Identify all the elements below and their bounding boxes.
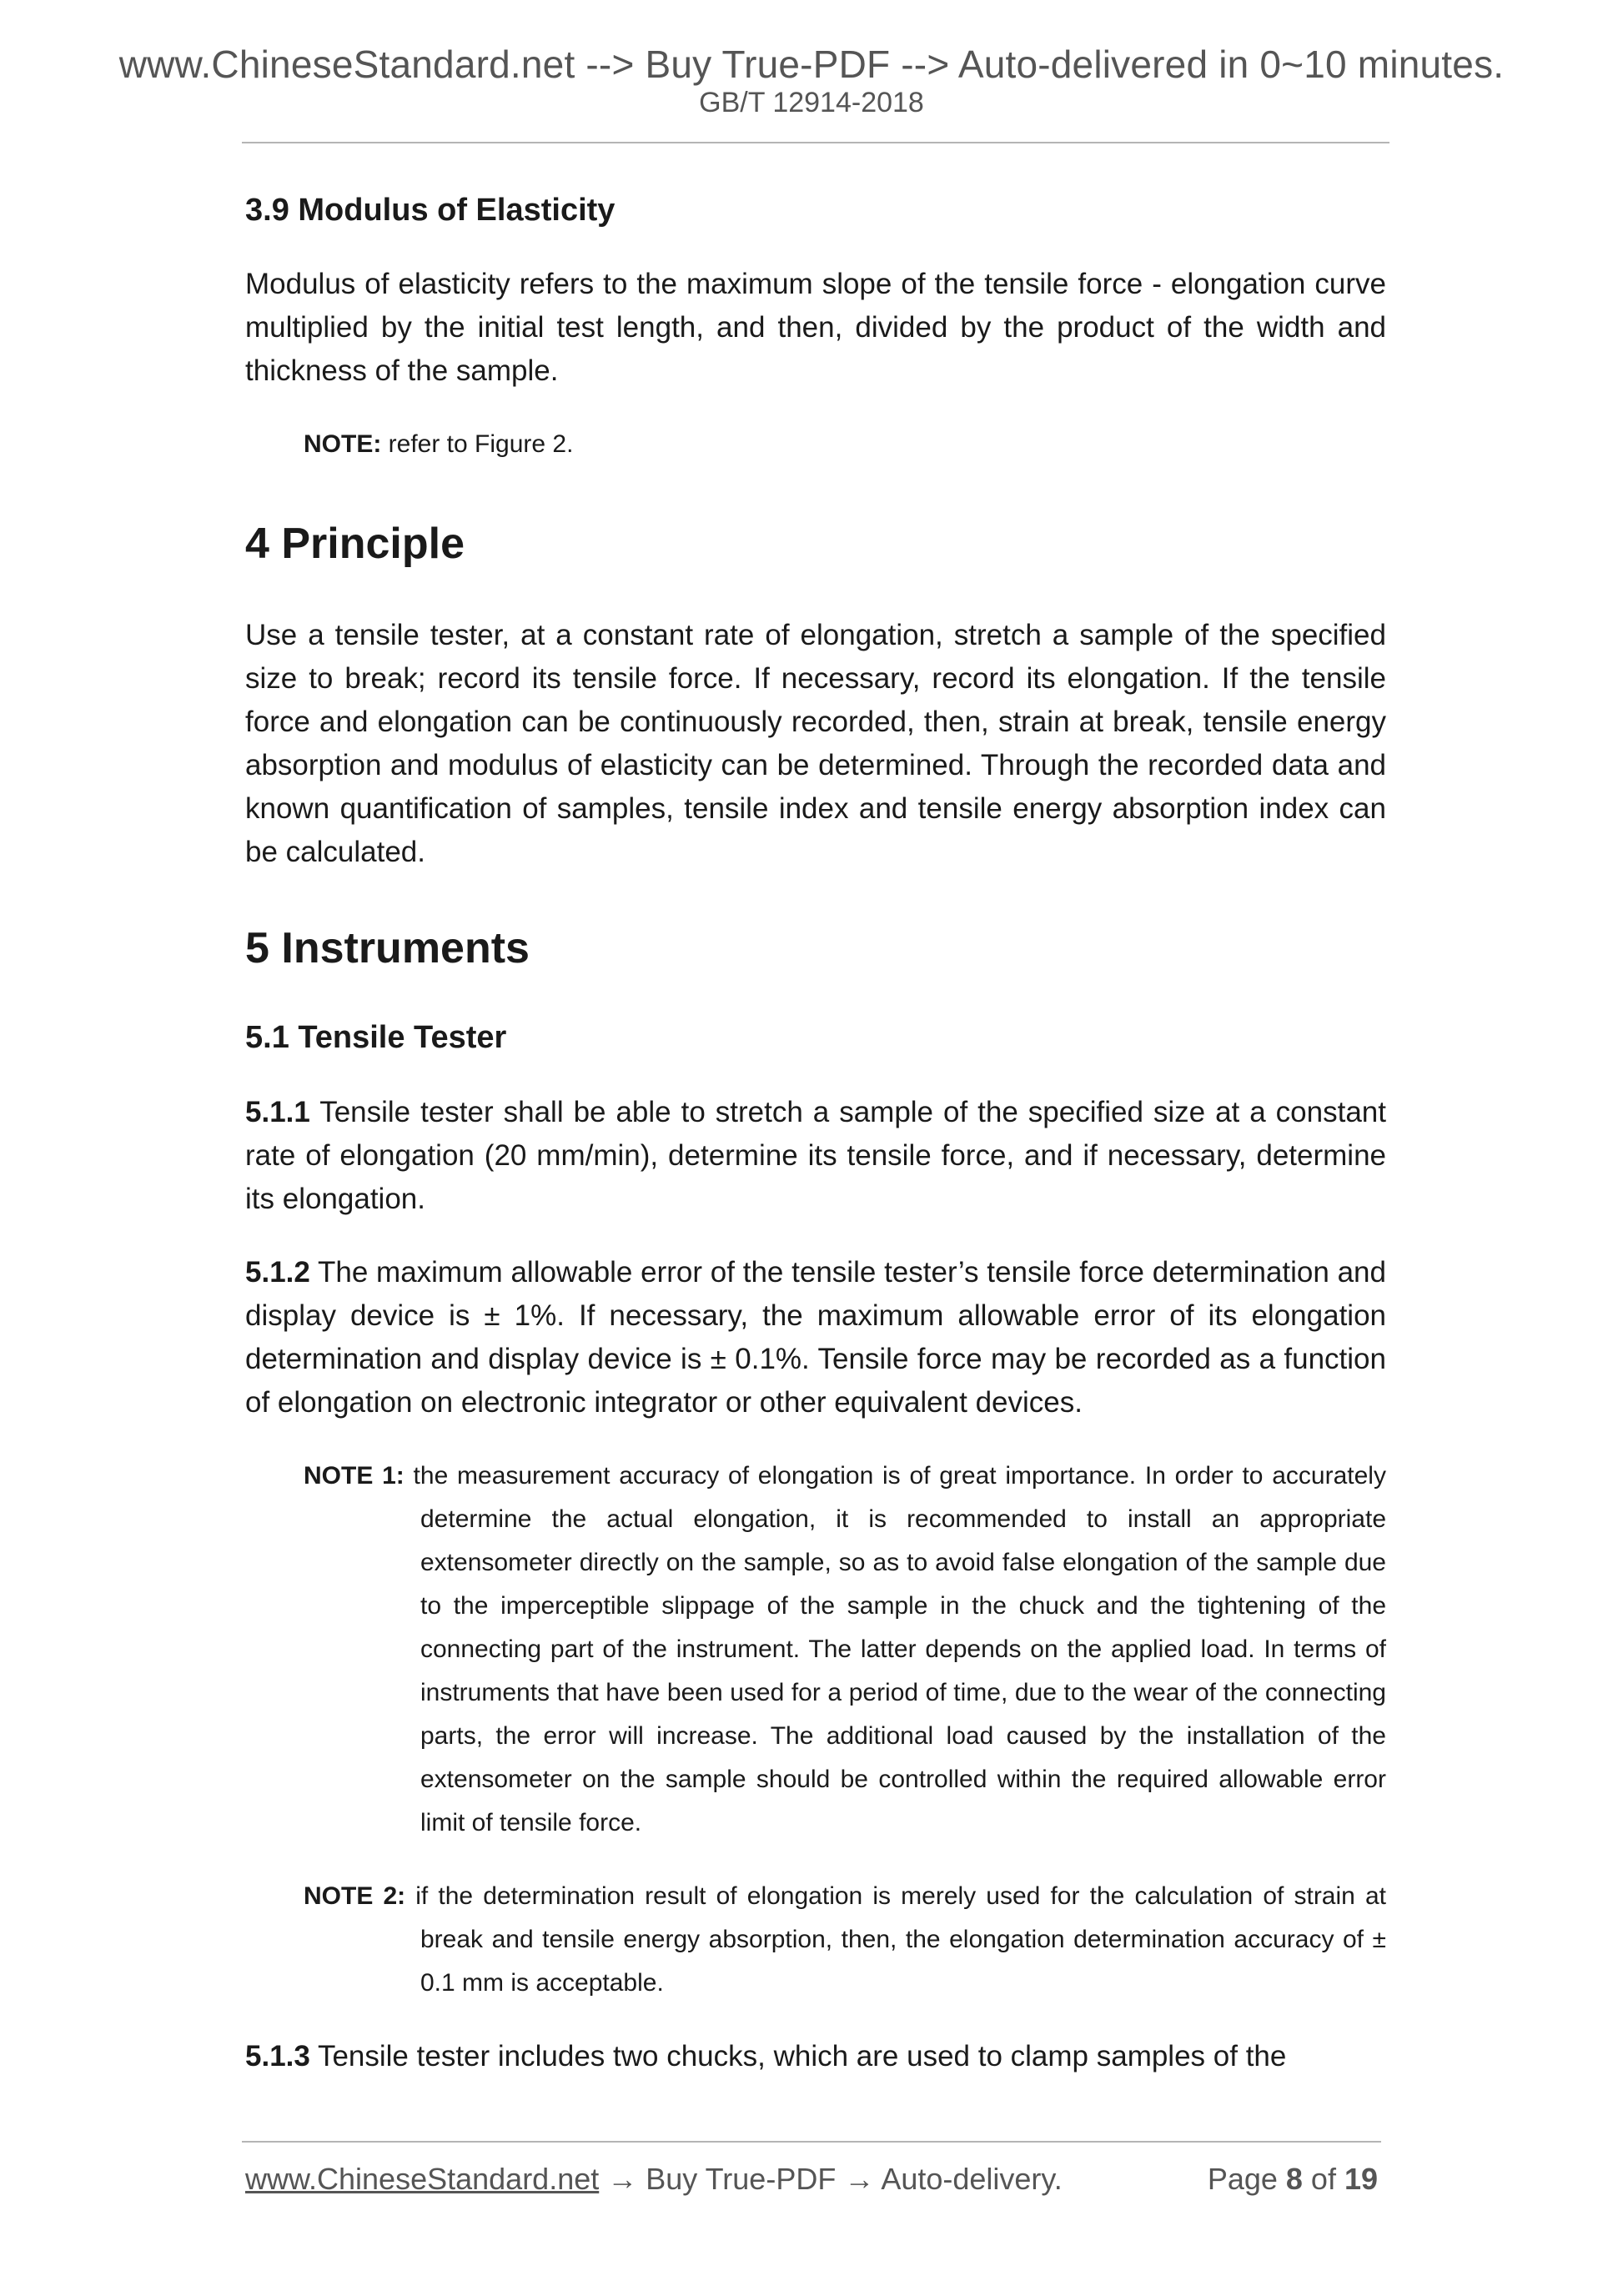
clause-number: 5.1.1 [245, 1095, 310, 1128]
page-indicator [1208, 2162, 1378, 2197]
page-total: 19 [1344, 2162, 1378, 2196]
note-label: NOTE: [304, 430, 382, 459]
clause-5-1-1 [245, 1091, 1386, 1221]
note-text: refer to Figure 2. [381, 430, 574, 459]
page-of: of [1302, 2162, 1344, 2196]
page-content [245, 190, 1386, 2108]
clause-text: The maximum allowable error of the tensile tester’s tensile force determination and display device is ± 1%. If necessary, the maximum allowable error of its elongation determination and display device is ± 0.1%. Tensile force may be recorded as a function of elongation on electronic integrator or other equivalent devices. [245, 1255, 1386, 1419]
clause-5-1-2 [245, 1251, 1386, 1424]
section-4-heading: 4 Principle [245, 520, 465, 569]
note-1 [304, 1454, 1386, 1845]
header-divider [242, 142, 1389, 143]
section-5-heading: 5 Instruments [245, 923, 530, 972]
clause-text: Tensile tester shall be able to stretch a sample of the specified size at a constant rate of elongation (20 mm/min), determine its tensile force, and if necessary, determine its elongation. [245, 1095, 1386, 1215]
footer-promo [245, 2162, 1063, 2197]
clause-number: 5.1.2 [245, 1255, 310, 1289]
note-text: the measurement accuracy of elongation is of great importance. In order to accurately determine the actual elongation, it is recommended to install an appropriate extensometer directly on the sample, so as to avoid false elongation of the sample due to the imperceptible slippage of the sample in the chuck and the tightening of the connecting part of the instrument. The latter depends on the applied load. In terms of instruments that have been used for a period of time, due to the wear of the connecting parts, the error will increase. The additional load caused by the installation of the extensometer on the sample should be controlled within the required allowable error limit of tensile force. [404, 1461, 1386, 1836]
page-label: Page [1207, 2162, 1286, 2196]
note-label: NOTE 2: [304, 1882, 406, 1910]
page-current: 8 [1285, 2162, 1303, 2196]
clause-text: Tensile tester includes two chucks, which are used to clamp samples of the [309, 2039, 1287, 2072]
footer-tagline: → Buy True-PDF → Auto-delivery. [599, 2162, 1063, 2196]
note-label: NOTE 1: [304, 1461, 404, 1490]
footer-divider [242, 2141, 1381, 2143]
section-3-9-body: Modulus of elasticity refers to the maximum slope of the tensile force - elongation curve multiplied by the initial test length, and then, divided by the product of the width and thickness of the sample. [245, 268, 1386, 388]
section-4-body: Use a tensile tester, at a constant rate of elongation, stretch a sample of the specified size to break; record its tensile force. If necessary, record its elongation. If the tensile force and elongation can be continuously recorded, then, strain at break, tensile energy absorption and modulus of elasticity can be determined. Through the recorded data and known quantification of samples, tensile index and tensile energy absorption index can be calculated. [245, 618, 1386, 868]
clause-number: 5.1.3 [245, 2039, 310, 2072]
note-text: if the determination result of elongation is merely used for the calculation of strain at break and tensile energy absorption, then, the elongation determination accuracy of ± 0.1 mm is acceptable. [405, 1882, 1386, 1997]
section-3-9-note [304, 423, 1386, 466]
website-link[interactable]: www.ChineseStandard.net [245, 2162, 600, 2196]
section-3-9-heading: 3.9 Modulus of Elasticity [245, 193, 616, 228]
header-banner: www.ChineseStandard.net --> Buy True-PDF --> Auto-delivered in 0~10 minutes. [118, 43, 1505, 86]
standard-number: GB/T 12914-2018 [699, 87, 924, 118]
section-5-1-heading: 5.1 Tensile Tester [245, 1020, 507, 1056]
note-2 [304, 1875, 1386, 2005]
clause-5-1-3 [245, 2035, 1386, 2078]
